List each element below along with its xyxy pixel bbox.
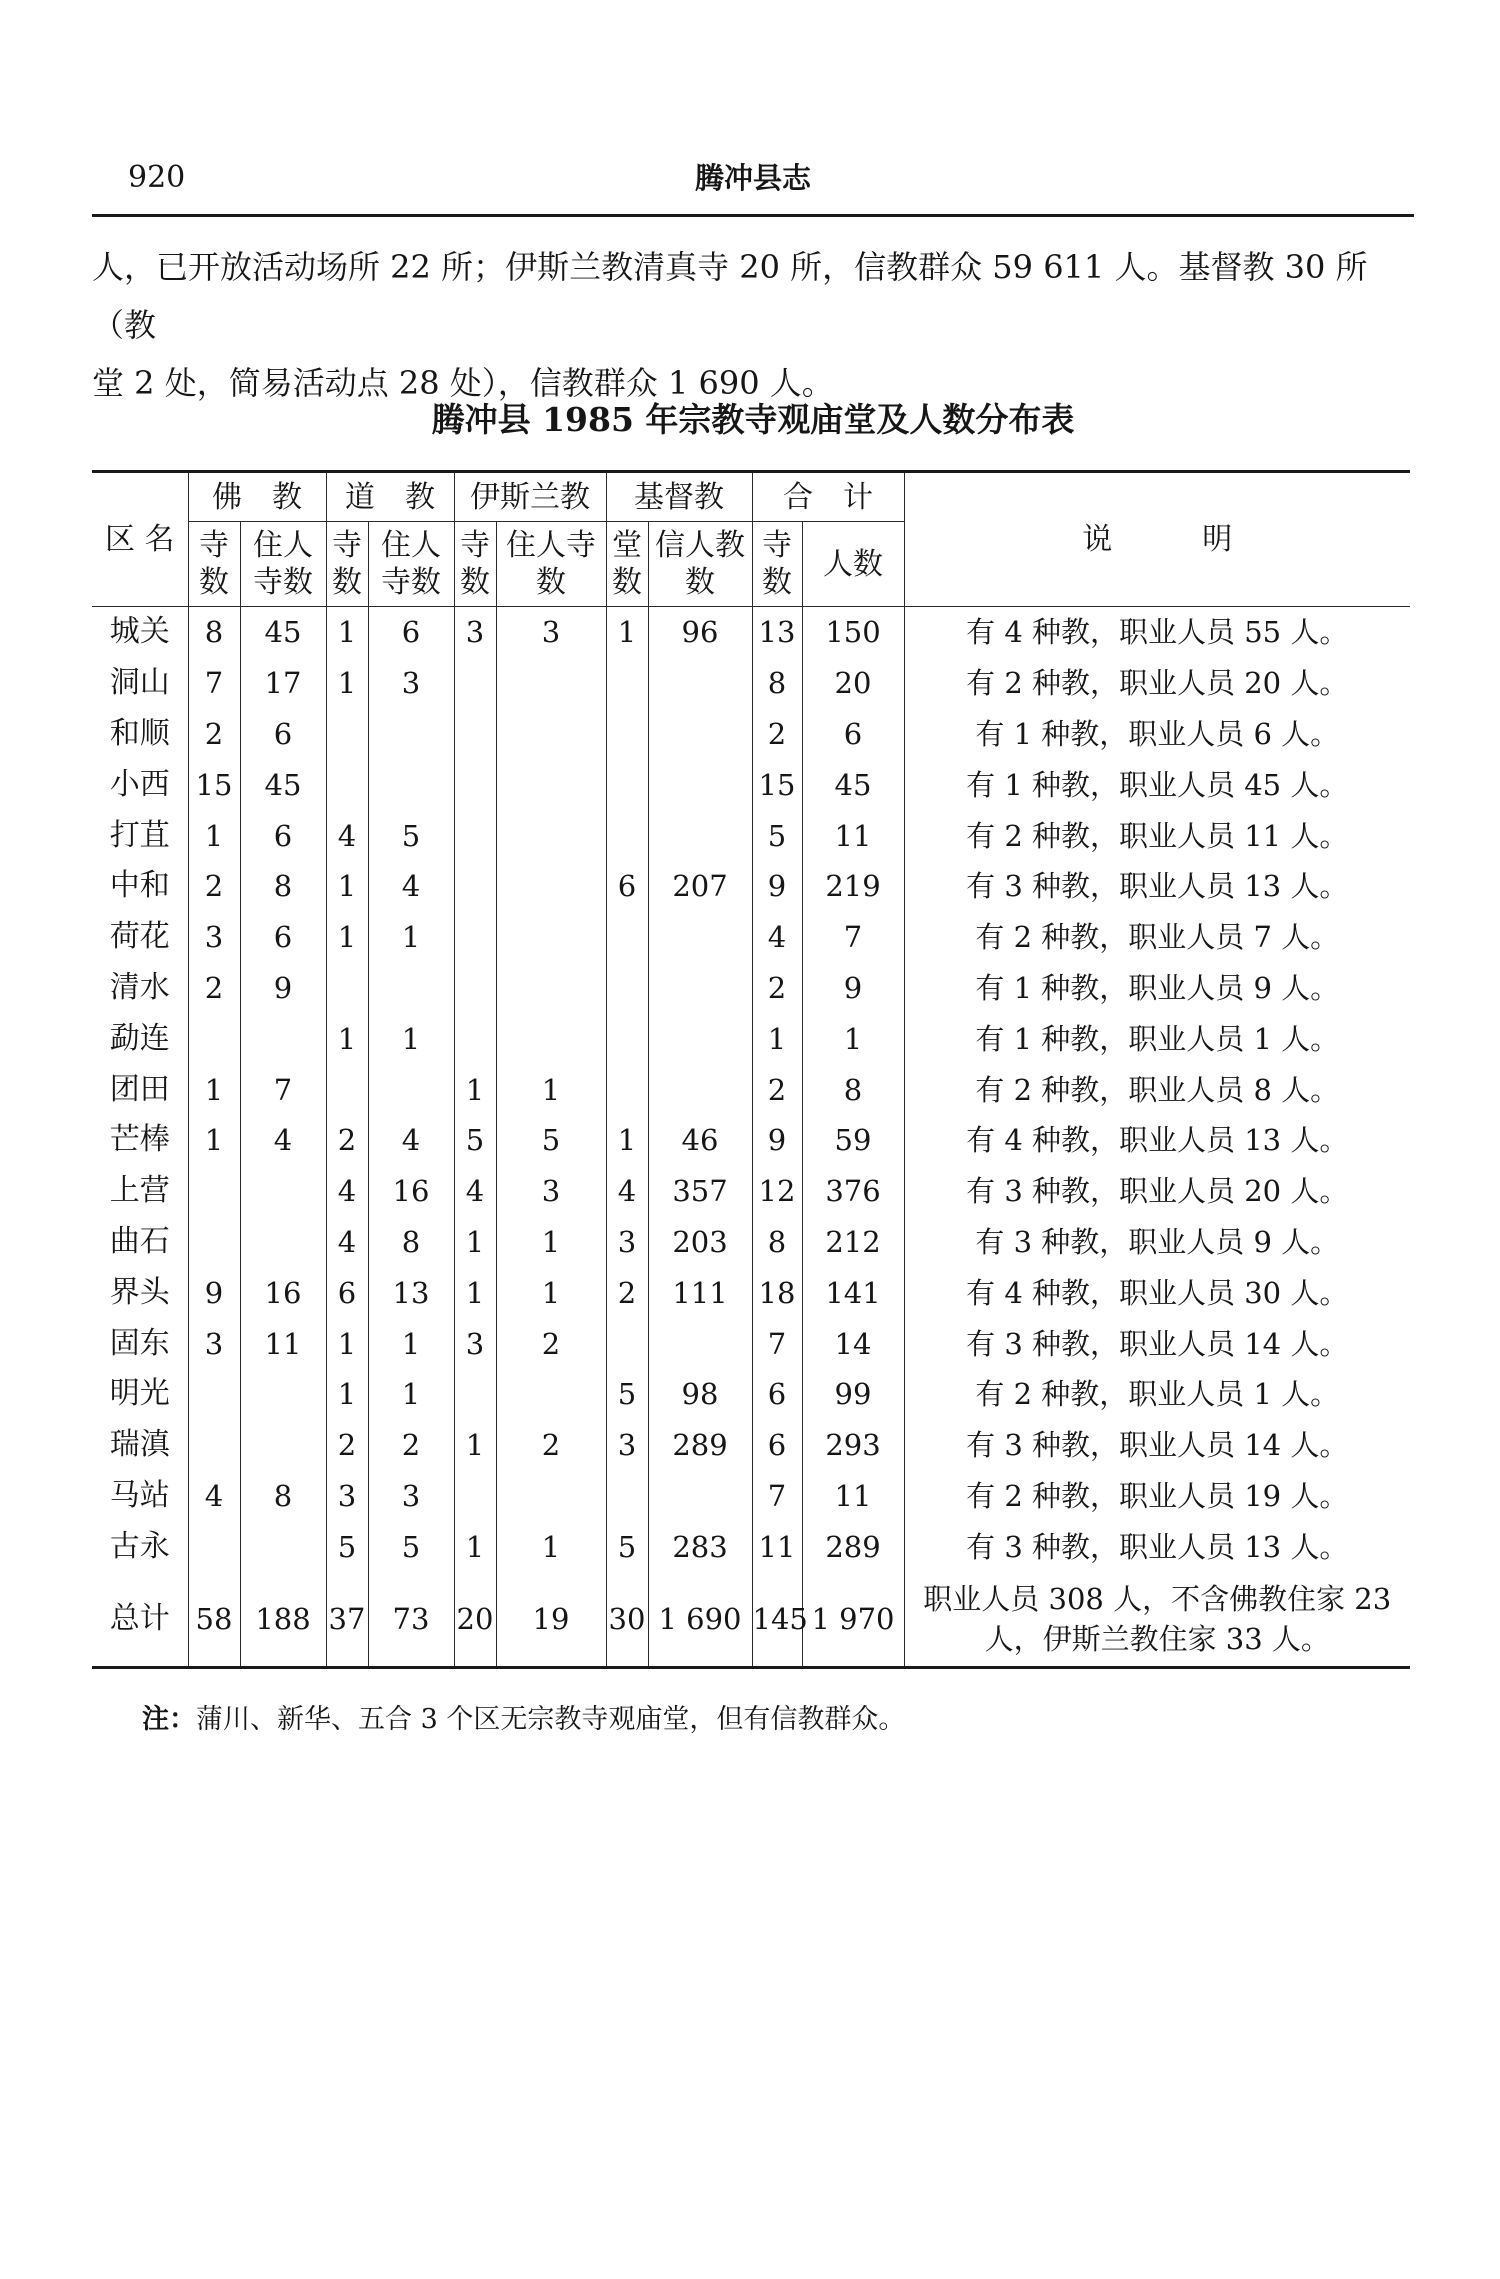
value-cell: 1 [454,1217,496,1268]
note-cell: 有 3 种教，职业人员 20 人。 [904,1166,1410,1217]
region-name: 勐连 [92,1013,188,1064]
value-cell [454,709,496,760]
value-cell: 1 [454,1064,496,1115]
table-row [92,709,1410,760]
value-cell [496,810,606,861]
value-cell: 1 [496,1217,606,1268]
value-cell: 20 [454,1572,496,1668]
value-cell: 5 [606,1369,648,1420]
value-cell [368,1064,454,1115]
value-cell: 6 [240,709,326,760]
note-cell: 有 2 种教，职业人员 19 人。 [904,1471,1410,1522]
value-cell: 1 [454,1420,496,1471]
value-cell [188,1369,240,1420]
value-cell: 4 [326,1217,368,1268]
region-name: 打苴 [92,810,188,861]
header-region: 区 名 [92,472,188,607]
note-cell: 有 4 种教，职业人员 30 人。 [904,1267,1410,1318]
value-cell [606,1064,648,1115]
region-name: 固东 [92,1318,188,1369]
value-cell: 3 [188,912,240,963]
value-cell: 11 [802,810,904,861]
value-cell: 6 [240,810,326,861]
value-cell: 1 [496,1521,606,1572]
value-cell: 5 [326,1521,368,1572]
value-cell: 96 [648,607,752,658]
subheader-cell: 信人教数 [648,522,752,607]
footnote-label: 注： [142,1704,196,1735]
value-cell: 2 [606,1267,648,1318]
value-cell: 188 [240,1572,326,1668]
table-row [92,912,1410,963]
value-cell: 11 [752,1521,802,1572]
table-title: 腾冲县 1985 年宗教寺观庙堂及人数分布表 [431,400,1075,439]
value-cell [240,1217,326,1268]
religion-distribution-table [92,470,1410,1669]
intro-line: 堂 2 处，简易活动点 28 处），信教群众 1 690 人。 [92,364,834,402]
value-cell: 17 [240,658,326,709]
value-cell: 1 [606,607,648,658]
value-cell: 1 [188,1115,240,1166]
value-cell [648,963,752,1014]
value-cell: 8 [752,1217,802,1268]
region-name: 小西 [92,759,188,810]
value-cell [496,1369,606,1420]
subheader-cell: 寺数 [188,522,240,607]
value-cell: 8 [188,607,240,658]
value-cell: 2 [188,963,240,1014]
value-cell [454,1369,496,1420]
region-name: 曲石 [92,1217,188,1268]
subheader-cell: 住人寺数 [496,522,606,607]
note-cell: 有 3 种教，职业人员 14 人。 [904,1318,1410,1369]
value-cell: 219 [802,861,904,912]
table-row [92,1166,1410,1217]
value-cell: 1 [368,912,454,963]
value-cell: 1 [326,1013,368,1064]
value-cell [606,1318,648,1369]
note-cell: 有 3 种教，职业人员 13 人。 [904,1521,1410,1572]
value-cell: 212 [802,1217,904,1268]
table-row [92,1369,1410,1420]
note-cell: 有 4 种教，职业人员 13 人。 [904,1115,1410,1166]
value-cell: 2 [368,1420,454,1471]
note-cell: 有 1 种教，职业人员 6 人。 [904,709,1410,760]
value-cell: 1 [496,1267,606,1318]
value-cell: 2 [752,963,802,1014]
value-cell: 98 [648,1369,752,1420]
value-cell [648,1013,752,1064]
region-name: 团田 [92,1064,188,1115]
header-total: 合 计 [752,472,904,522]
value-cell [188,1521,240,1572]
value-cell: 289 [648,1420,752,1471]
value-cell: 145 [752,1572,802,1668]
value-cell [648,1471,752,1522]
value-cell: 4 [240,1115,326,1166]
value-cell [326,1064,368,1115]
value-cell [240,1369,326,1420]
table-row [92,1064,1410,1115]
note-cell: 有 2 种教，职业人员 11 人。 [904,810,1410,861]
value-cell [496,912,606,963]
value-cell: 4 [368,861,454,912]
region-name: 芒棒 [92,1115,188,1166]
value-cell: 3 [454,607,496,658]
table-row [92,607,1410,658]
header-taoism: 道 教 [326,472,454,522]
value-cell: 7 [752,1471,802,1522]
value-cell: 1 [188,810,240,861]
value-cell [648,1064,752,1115]
value-cell: 1 [326,1318,368,1369]
value-cell [368,963,454,1014]
region-name: 马站 [92,1471,188,1522]
table-row [92,1267,1410,1318]
value-cell: 18 [752,1267,802,1318]
value-cell: 1 [188,1064,240,1115]
value-cell: 1 [802,1013,904,1064]
table-row [92,1013,1410,1064]
value-cell: 46 [648,1115,752,1166]
value-cell: 111 [648,1267,752,1318]
value-cell: 20 [802,658,904,709]
value-cell: 6 [752,1420,802,1471]
value-cell [188,1420,240,1471]
value-cell: 73 [368,1572,454,1668]
value-cell: 7 [188,658,240,709]
value-cell: 289 [802,1521,904,1572]
value-cell: 4 [368,1115,454,1166]
note-cell: 有 4 种教，职业人员 55 人。 [904,607,1410,658]
value-cell [496,658,606,709]
value-cell: 7 [802,912,904,963]
value-cell: 357 [648,1166,752,1217]
value-cell: 5 [368,810,454,861]
value-cell [188,1217,240,1268]
value-cell [240,1521,326,1572]
value-cell: 19 [496,1572,606,1668]
value-cell: 11 [240,1318,326,1369]
table-row [92,1217,1410,1268]
region-name: 总计 [92,1572,188,1668]
value-cell: 1 [326,607,368,658]
value-cell: 1 970 [802,1572,904,1668]
table-row [92,963,1410,1014]
value-cell: 1 [326,912,368,963]
value-cell: 30 [606,1572,648,1668]
value-cell: 3 [368,1471,454,1522]
value-cell [454,963,496,1014]
region-name: 界头 [92,1267,188,1318]
value-cell: 2 [326,1115,368,1166]
value-cell: 16 [368,1166,454,1217]
total-row [92,1572,1410,1668]
note-cell: 有 3 种教，职业人员 9 人。 [904,1217,1410,1268]
value-cell: 8 [802,1064,904,1115]
value-cell: 5 [752,810,802,861]
region-name: 洞山 [92,658,188,709]
header-buddhism: 佛 教 [188,472,326,522]
footnote-text: 蒲川、新华、五合 3 个区无宗教寺观庙堂，但有信教群众。 [196,1704,906,1735]
value-cell: 37 [326,1572,368,1668]
value-cell: 1 [496,1064,606,1115]
value-cell [606,709,648,760]
note-cell: 有 2 种教，职业人员 1 人。 [904,1369,1410,1420]
value-cell: 203 [648,1217,752,1268]
header-christianity: 基督教 [606,472,752,522]
value-cell: 141 [802,1267,904,1318]
value-cell [606,1471,648,1522]
value-cell: 99 [802,1369,904,1420]
value-cell: 15 [752,759,802,810]
note-cell: 有 1 种教，职业人员 9 人。 [904,963,1410,1014]
region-name: 中和 [92,861,188,912]
value-cell: 6 [802,709,904,760]
header-islam: 伊斯兰教 [454,472,606,522]
value-cell [496,1013,606,1064]
value-cell [496,861,606,912]
region-name: 明光 [92,1369,188,1420]
value-cell [326,963,368,1014]
subheader-cell: 堂数 [606,522,648,607]
value-cell [240,1420,326,1471]
region-name: 和顺 [92,709,188,760]
value-cell [648,709,752,760]
table-body [92,607,1410,1668]
value-cell: 4 [454,1166,496,1217]
value-cell: 3 [496,607,606,658]
value-cell: 45 [240,759,326,810]
value-cell: 2 [496,1318,606,1369]
value-cell: 59 [802,1115,904,1166]
value-cell [454,1471,496,1522]
value-cell [606,759,648,810]
value-cell [326,759,368,810]
subheader-cell: 寺数 [326,522,368,607]
value-cell: 8 [240,1471,326,1522]
note-cell: 有 2 种教，职业人员 7 人。 [904,912,1410,963]
value-cell: 8 [368,1217,454,1268]
table-row [92,658,1410,709]
value-cell: 6 [326,1267,368,1318]
table-row [92,861,1410,912]
page-number: 920 [128,160,186,195]
value-cell: 9 [188,1267,240,1318]
value-cell [606,912,648,963]
value-cell: 14 [802,1318,904,1369]
region-name: 古永 [92,1521,188,1572]
value-cell: 283 [648,1521,752,1572]
value-cell [454,1013,496,1064]
table-row [92,1521,1410,1572]
value-cell: 8 [752,658,802,709]
value-cell: 376 [802,1166,904,1217]
value-cell [454,912,496,963]
value-cell: 45 [240,607,326,658]
value-cell [496,759,606,810]
value-cell: 6 [240,912,326,963]
value-cell: 150 [802,607,904,658]
value-cell: 3 [606,1217,648,1268]
table-row [92,1318,1410,1369]
value-cell: 13 [368,1267,454,1318]
value-cell: 7 [240,1064,326,1115]
value-cell [606,658,648,709]
value-cell: 2 [188,861,240,912]
subheader-cell: 寺数 [752,522,802,607]
note-cell: 有 1 种教，职业人员 1 人。 [904,1013,1410,1064]
value-cell: 3 [326,1471,368,1522]
table-footnote [142,1700,905,1740]
value-cell: 2 [752,709,802,760]
value-cell [240,1013,326,1064]
value-cell: 1 690 [648,1572,752,1668]
value-cell: 2 [326,1420,368,1471]
value-cell: 2 [188,709,240,760]
value-cell: 4 [188,1471,240,1522]
table-row [92,759,1410,810]
value-cell: 3 [454,1318,496,1369]
table-row [92,810,1410,861]
value-cell: 9 [240,963,326,1014]
subheader-cell: 住人寺数 [240,522,326,607]
subheader-cell: 住人寺数 [368,522,454,607]
value-cell: 1 [606,1115,648,1166]
value-cell: 5 [368,1521,454,1572]
region-name: 荷花 [92,912,188,963]
value-cell: 4 [606,1166,648,1217]
value-cell: 16 [240,1267,326,1318]
value-cell [454,810,496,861]
value-cell [240,1166,326,1217]
value-cell: 1 [326,861,368,912]
region-name: 城关 [92,607,188,658]
value-cell: 6 [368,607,454,658]
note-cell: 有 3 种教，职业人员 14 人。 [904,1420,1410,1471]
value-cell [648,912,752,963]
value-cell: 4 [752,912,802,963]
value-cell: 5 [606,1521,648,1572]
value-cell [648,1318,752,1369]
value-cell: 1 [326,1369,368,1420]
value-cell: 12 [752,1166,802,1217]
value-cell [648,658,752,709]
value-cell [648,810,752,861]
value-cell: 1 [368,1369,454,1420]
value-cell: 45 [802,759,904,810]
value-cell: 293 [802,1420,904,1471]
value-cell: 4 [326,1166,368,1217]
value-cell: 5 [496,1115,606,1166]
value-cell [606,1013,648,1064]
value-cell [454,658,496,709]
value-cell [188,1013,240,1064]
value-cell: 4 [326,810,368,861]
value-cell: 6 [752,1369,802,1420]
value-cell [454,861,496,912]
value-cell [606,963,648,1014]
region-name: 瑞滇 [92,1420,188,1471]
value-cell: 1 [368,1013,454,1064]
value-cell: 3 [188,1318,240,1369]
table-row [92,1115,1410,1166]
value-cell: 13 [752,607,802,658]
region-name: 清水 [92,963,188,1014]
value-cell [454,759,496,810]
region-name: 上营 [92,1166,188,1217]
note-cell: 职业人员 308 人，不含佛教住家 23 人，伊斯兰教住家 33 人。 [904,1572,1410,1668]
table-row [92,1471,1410,1522]
intro-line: 人，已开放活动场所 22 所；伊斯兰教清真寺 20 所，信教群众 59 611 人。基督教 30 所（教 [92,248,1368,344]
value-cell: 11 [802,1471,904,1522]
value-cell: 207 [648,861,752,912]
value-cell: 1 [752,1013,802,1064]
intro-paragraph [92,238,1414,412]
value-cell [368,759,454,810]
page-header [92,158,1414,217]
value-cell: 1 [454,1521,496,1572]
value-cell [188,1166,240,1217]
value-cell: 2 [752,1064,802,1115]
value-cell: 6 [606,861,648,912]
note-cell: 有 2 种教，职业人员 20 人。 [904,658,1410,709]
value-cell: 9 [752,861,802,912]
value-cell [648,759,752,810]
value-cell [496,963,606,1014]
value-cell [326,709,368,760]
subheader-cell: 人数 [802,522,904,607]
value-cell: 8 [240,861,326,912]
header-note: 说 明 [904,472,1410,607]
value-cell: 1 [326,658,368,709]
value-cell [368,709,454,760]
value-cell: 7 [752,1318,802,1369]
value-cell: 58 [188,1572,240,1668]
value-cell: 9 [752,1115,802,1166]
table-row [92,1420,1410,1471]
value-cell [606,810,648,861]
value-cell: 1 [368,1318,454,1369]
value-cell: 3 [496,1166,606,1217]
value-cell: 1 [454,1267,496,1318]
value-cell: 3 [368,658,454,709]
value-cell [496,709,606,760]
value-cell: 5 [454,1115,496,1166]
value-cell: 3 [606,1420,648,1471]
note-cell: 有 3 种教，职业人员 13 人。 [904,861,1410,912]
value-cell: 9 [802,963,904,1014]
note-cell: 有 1 种教，职业人员 45 人。 [904,759,1410,810]
subheader-cell: 寺数 [454,522,496,607]
value-cell [496,1471,606,1522]
value-cell: 2 [496,1420,606,1471]
value-cell: 15 [188,759,240,810]
running-title: 腾冲县志 [694,161,811,195]
note-cell: 有 2 种教，职业人员 8 人。 [904,1064,1410,1115]
